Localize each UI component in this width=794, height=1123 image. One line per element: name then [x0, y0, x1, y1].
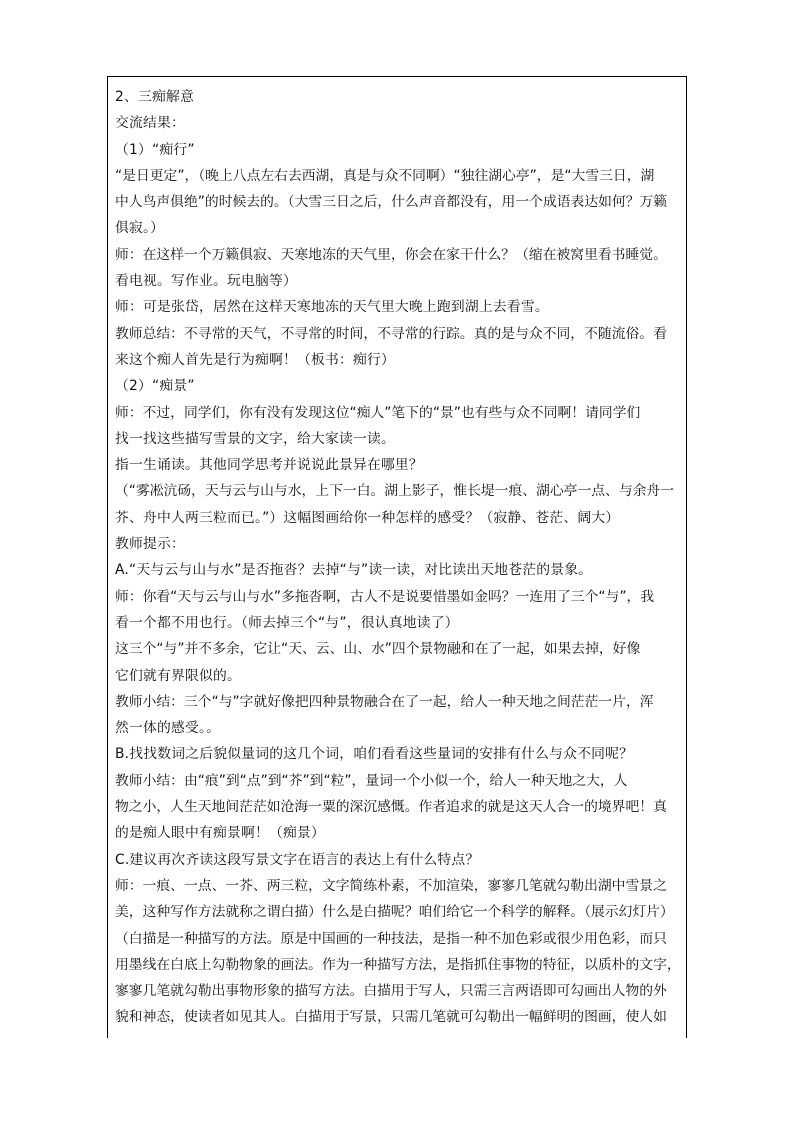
- text-line: 教师小结：由“痕”到“点”到“芥”到“粒”，量词一个小似一个，给人一种天地之大，人: [115, 772, 628, 789]
- text-line: 教师总结：不寻常的天气，不寻常的时间，不寻常的行踪。真的是与众不同，不随流俗。看: [115, 325, 667, 342]
- text-line: 然一体的感受。。: [115, 720, 221, 737]
- text-line: 交流结果：: [115, 115, 185, 132]
- text-line: 这三个“与”并不多余，它让“天、云、山、水”四个景物融和在了一起，如果去掉，好像: [115, 641, 641, 658]
- text-line: 师：一痕、一点、一芥、两三粒，文字简练朴素，不加渲染，寥寥几笔就勾勒出湖中雪景之: [115, 877, 667, 894]
- text-line: 中人鸟声俱绝”的时候去的。（大雪三日之后，什么声音都没有，用一个成语表达如何？万籁: [115, 194, 668, 211]
- text-line: 貌和神态，使读者如见其人。白描用于写景，只需几笔就可勾勒出一幅鲜明的图画，使人如: [115, 1009, 667, 1026]
- text-line: 它们就有界限似的。: [115, 667, 241, 684]
- text-line: C.建议再次齐读这段写景文字在语言的表达上有什么特点？: [115, 851, 480, 868]
- text-line: （“雾凇沆砀，天与云与山与水，上下一白。湖上影子，惟长堤一痕、湖心亭一点、与余舟一: [115, 483, 675, 500]
- text-line: “是日更定”，（晚上八点左右去西湖，真是与众不同啊）“独往湖心亭”，是“大雪三日，湖: [115, 167, 655, 184]
- text-line: 师：在这样一个万籁俱寂、天寒地冻的天气里，你会在家干什么？（缩在被窝里看书睡觉。: [115, 246, 667, 263]
- subsection-heading: （2）“痴景”: [115, 378, 195, 395]
- text-line: 找一找这些描写雪景的文字，给大家读一读。: [115, 430, 395, 447]
- text-line: B.找找数词之后貌似量词的这几个词，咱们看看这些量词的安排有什么与众不同呢？: [115, 746, 634, 763]
- text-line: 看一个都不用也行。（师去掉三个“与”，很认真地读了）: [115, 614, 459, 631]
- text-line: 用墨线在白底上勾勒物象的画法。作为一种描写方法，是指抓住事物的特征，以质朴的文字，: [115, 956, 681, 973]
- text-line: 俱寂。）: [115, 220, 165, 237]
- text-line: 师：不过，同学们，你有没有发现这位“痴人”笔下的“景”也有些与众不同啊！请同学们: [115, 404, 641, 421]
- text-line: 师：你看“天与云与山与水”多拖沓啊，古人不是说要惜墨如金吗？一连用了三个“与”，我: [115, 588, 655, 605]
- lesson-plan-text: [115, 84, 681, 1031]
- text-line: 的是痴人眼中有痴景啊！（痴景）: [115, 825, 325, 842]
- text-line: 看电视。写作业。玩电脑等）: [115, 273, 297, 290]
- text-line: 物之小，人生天地间茫茫如沧海一粟的深沉感慨。作者追求的就是这天人合一的境界吧！真: [115, 799, 667, 816]
- text-line: 寥寥几笔就勾勒出事物形象的描写方法。白描用于写人，只需三言两语即可勾画出人物的外: [115, 983, 667, 1000]
- text-line: 来这个痴人首先是行为痴啊！（板书：痴行）: [115, 351, 395, 368]
- text-line: 指一生诵读。其他同学思考并说说此景异在哪里？: [115, 457, 423, 474]
- text-line: 美，这种写作方法就称之谓白描）什么是白描呢？咱们给它一个科学的解释。（展示幻灯片）: [115, 904, 674, 921]
- section-heading: 2、三痴解意: [115, 89, 194, 105]
- text-line: 师：可是张岱，居然在这样天寒地冻的天气里大晚上跑到湖上去看雪。: [115, 299, 549, 316]
- text-line: （白描是一种描写的方法。原是中国画的一种技法，是指一种不加色彩或很少用色彩，而只: [115, 930, 667, 947]
- text-line: 芥、舟中人两三粒而已。”）这幅图画给你一种怎样的感受？（寂静、苍茫、阔大）: [115, 509, 620, 526]
- subsection-heading: （1）“痴行”: [115, 141, 195, 158]
- text-line: 教师小结：三个“与”字就好像把四种景物融合在了一起，给人一种天地之间茫茫一片，浑: [115, 693, 654, 710]
- text-line: A.“天与云与山与水”是否拖沓？去掉“与”读一读，对比读出天地苍茫的景象。: [115, 562, 593, 579]
- text-line: 教师提示：: [115, 536, 185, 553]
